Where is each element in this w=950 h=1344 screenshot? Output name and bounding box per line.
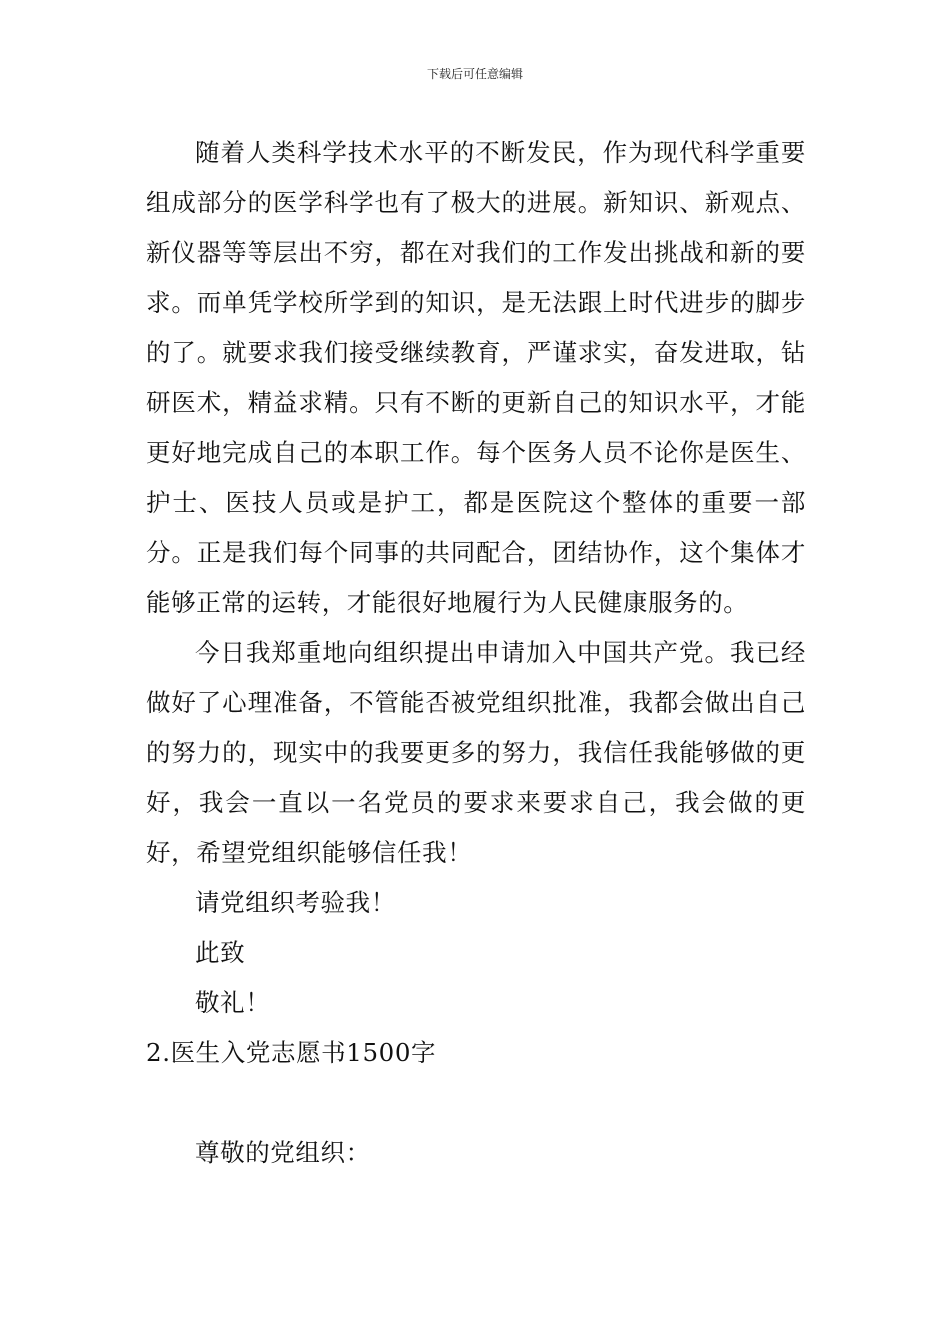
closing-line-2: 此致 [195,938,246,967]
section-heading: 2.医生入党志愿书1500字 [146,1038,437,1067]
document-body [146,128,806,1178]
salutation: 尊敬的党组织： [195,1138,371,1167]
paragraph-1: 随着人类科学技术水平的不断发民，作为现代科学重要组成部分的医学科学也有了极大的进展。新知识、新观点、新仪器等等层出不穷，都在对我们的工作发出挑战和新的要求。而单凭学校所学到的知识，是无法跟上时代进步的脚步的了。就要求我们接受继续教育，严谨求实，奋发进取，钻研医术，精益求精。只有不断的更新自己的知识水平，才能更好地完成自己的本职工作。每个医务人员不论你是医生、护士、医技人员或是护工，都是医院这个整体的重要一部分。正是我们每个同事的共同配合，团结协作，这个集体才能够正常的运转，才能很好地履行为人民健康服务的。 [146,138,806,617]
closing-line-3: 敬礼！ [195,988,271,1017]
blank-line [146,1078,806,1128]
page-header: 下载后可任意编辑 [426,67,523,81]
closing-line-1: 请党组织考验我！ [195,888,396,917]
paragraph-2: 今日我郑重地向组织提出申请加入中国共产党。我已经做好了心理准备，不管能否被党组织批准，我都会做出自己的努力的，现实中的我要更多的努力，我信任我能够做的更好，我会一直以一名党员的要求来要求自己，我会做的更好，希望党组织能够信任我！ [146,638,806,867]
